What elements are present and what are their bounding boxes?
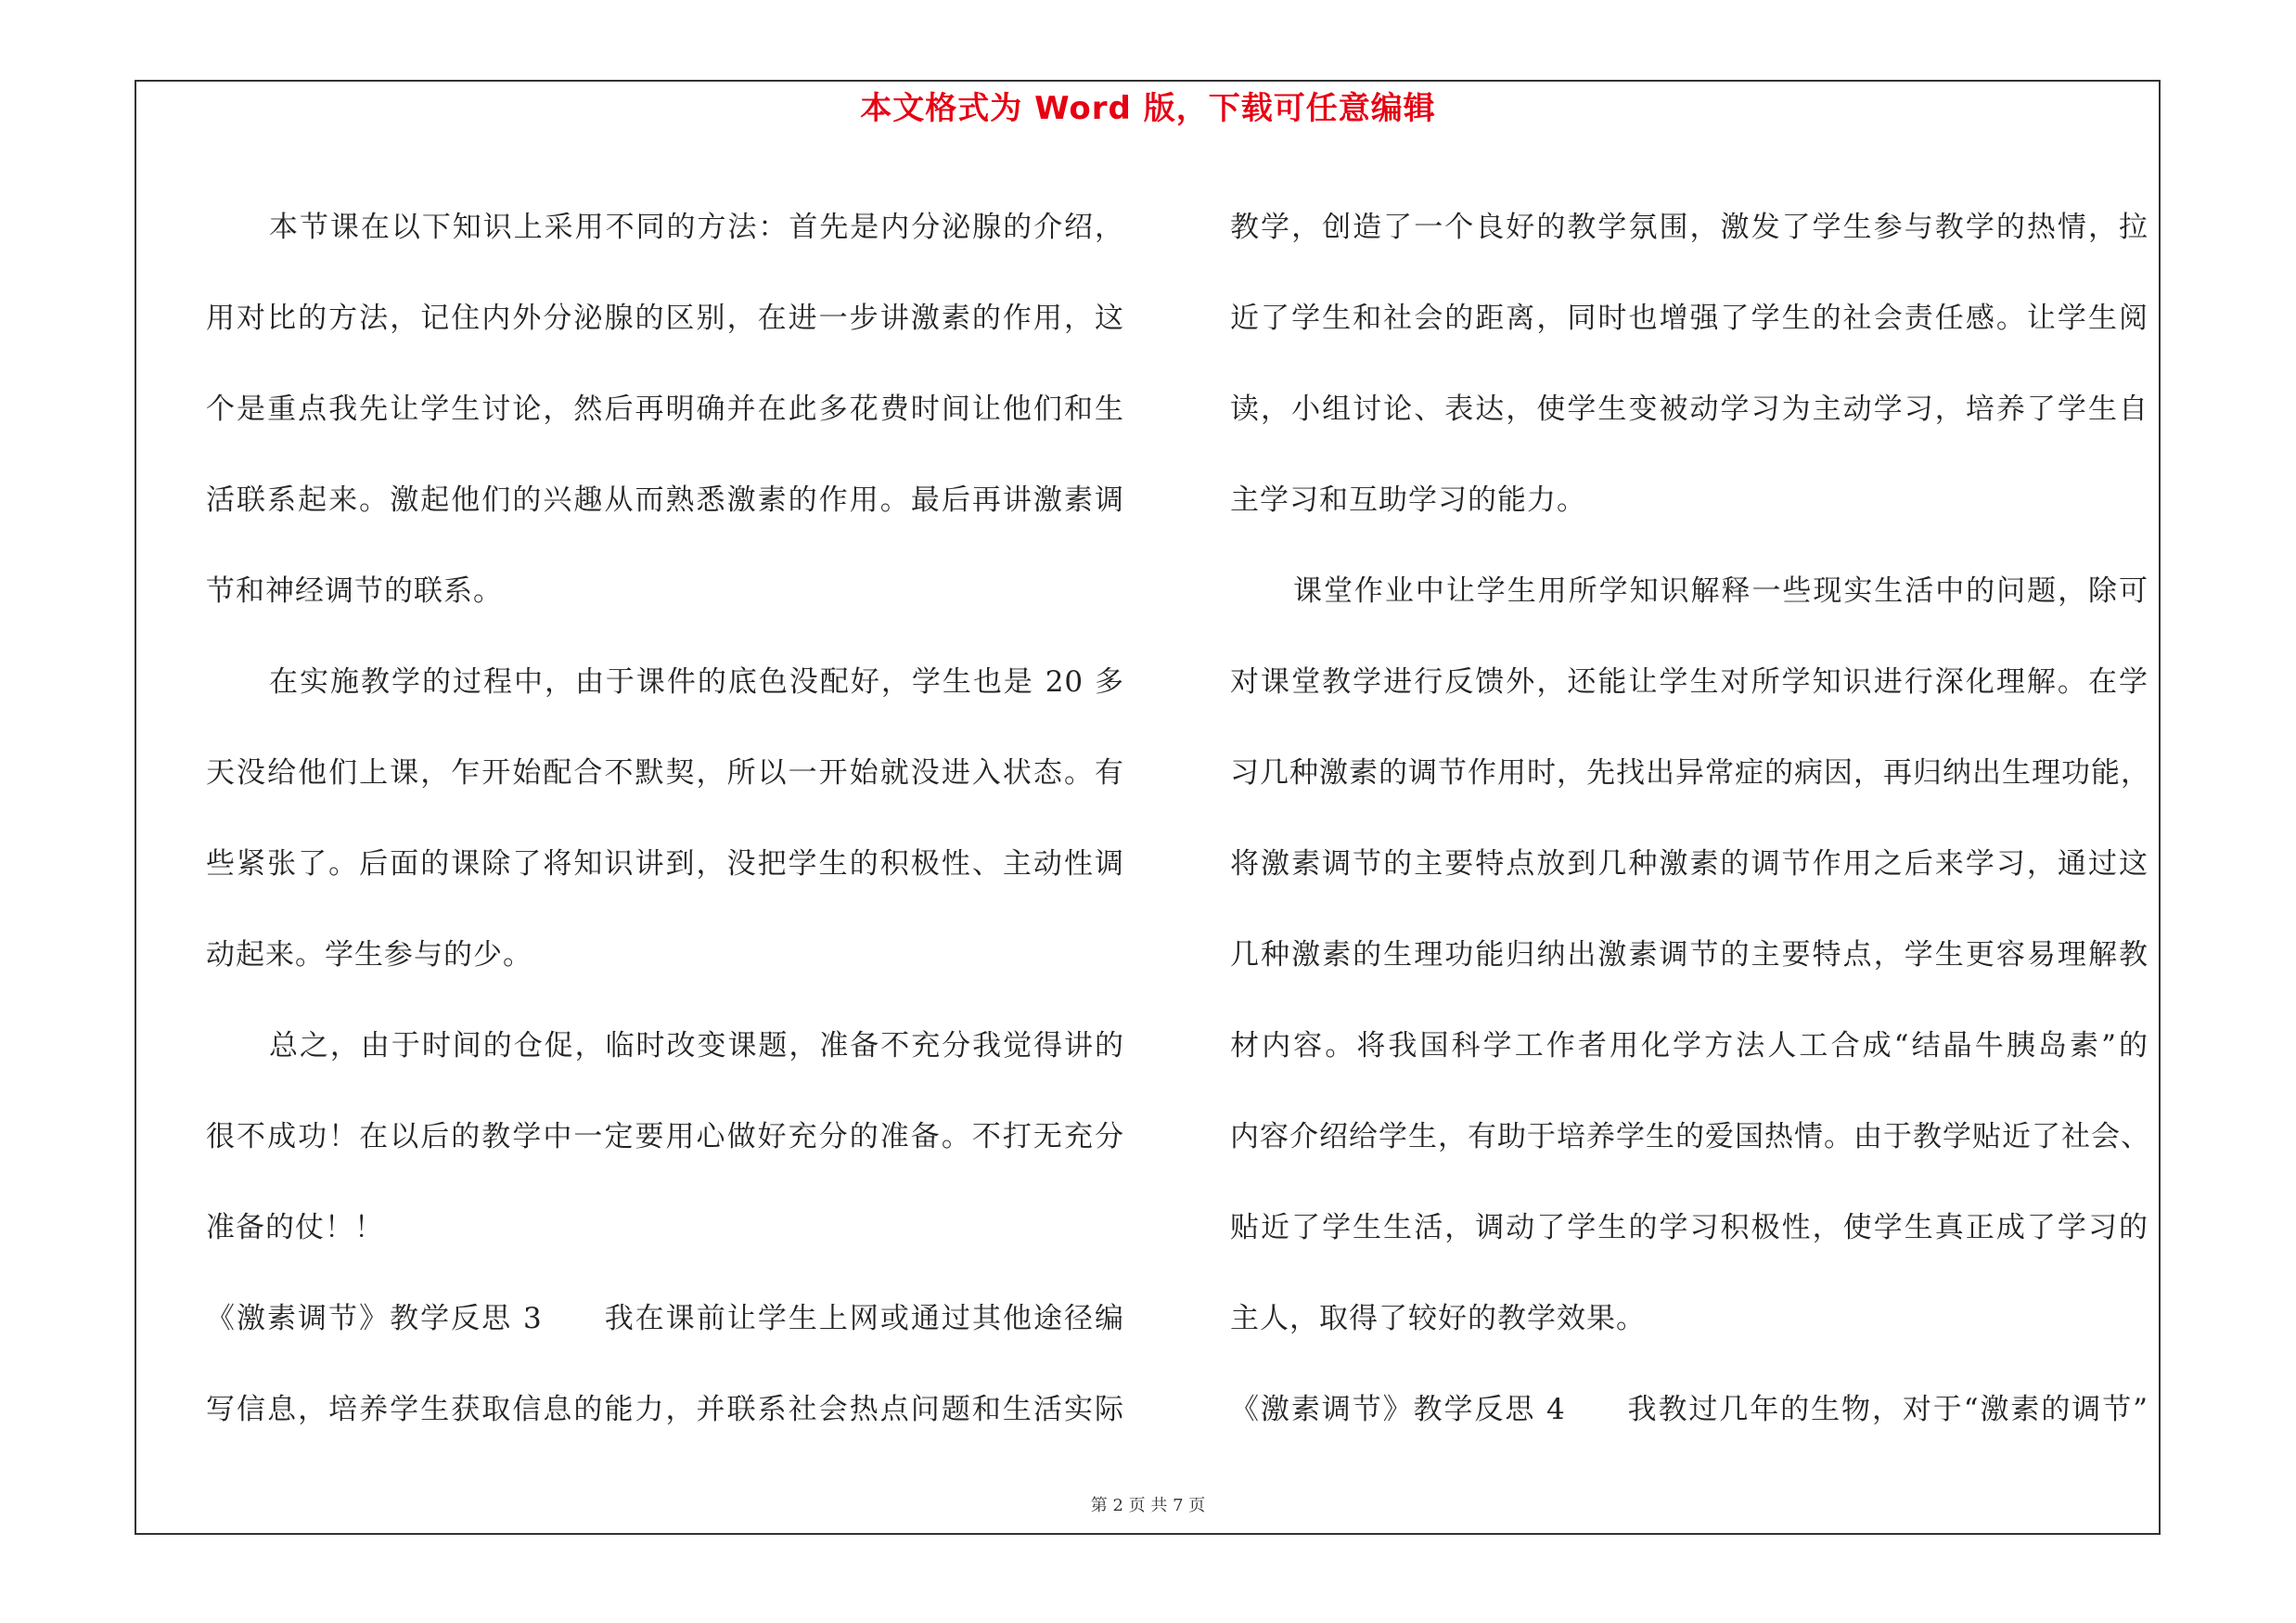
text-line: 本节课在以下知识上采用不同的方法：首先是内分泌腺的介绍，: [269, 211, 1124, 244]
text-line: 主学习和互助学习的能力。: [1230, 483, 1586, 517]
text-line: 节和神经调节的联系。: [206, 574, 503, 608]
text-line: 对课堂教学进行反馈外，还能让学生对所学知识进行深化理解。在学: [1230, 665, 2148, 699]
text-line: 教学，创造了一个良好的教学氛围，激发了学生参与教学的热情，拉: [1230, 211, 2148, 244]
text-line: 将激素调节的主要特点放到几种激素的调节作用之后来学习，通过这: [1230, 847, 2148, 881]
text-line: 近了学生和社会的距离，同时也增强了学生的社会责任感。让学生阅: [1230, 302, 2148, 335]
text-line: 动起来。学生参与的少。: [206, 938, 532, 972]
text-line: 总之，由于时间的仓促，临时改变课题，准备不充分我觉得讲的: [269, 1029, 1124, 1063]
text-line: 《激素调节》教学反思 4 我教过几年的生物，对于“激素的调节”: [1230, 1393, 2148, 1426]
right-text-column: [1230, 182, 2148, 1455]
text-line: 习几种激素的调节作用时，先找出异常症的病因，再归纳出生理功能，: [1230, 756, 2150, 790]
text-line: 在实施教学的过程中，由于课件的底色没配好，学生也是 20 多: [269, 665, 1124, 699]
text-line: 活联系起来。激起他们的兴趣从而熟悉激素的作用。最后再讲激素调: [206, 483, 1124, 517]
text-line: 内容介绍给学生，有助于培养学生的爱国热情。由于教学贴近了社会、: [1230, 1120, 2150, 1153]
text-line: 主人，取得了较好的教学效果。: [1230, 1302, 1646, 1335]
text-line: 课堂作业中让学生用所学知识解释一些现实生活中的问题，除可: [1293, 574, 2148, 608]
text-line: 读，小组讨论、表达，使学生变被动学习为主动学习，培养了学生自: [1230, 393, 2148, 426]
text-line: 《激素调节》教学反思 3 我在课前让学生上网或通过其他途径编: [206, 1302, 1124, 1335]
left-text-column: [206, 182, 1124, 1455]
page-number-footer: 第 2 页 共 7 页: [1090, 1496, 1206, 1515]
text-line: 准备的仗！！: [206, 1211, 384, 1244]
text-line: 材内容。将我国科学工作者用化学方法人工合成“结晶牛胰岛素”的: [1230, 1029, 2148, 1063]
text-line: 写信息，培养学生获取信息的能力，并联系社会热点问题和生活实际: [206, 1393, 1124, 1426]
text-line: 些紧张了。后面的课除了将知识讲到，没把学生的积极性、主动性调: [206, 847, 1124, 881]
text-line: 天没给他们上课，乍开始配合不默契，所以一开始就没进入状态。有: [206, 756, 1124, 790]
text-line: 用对比的方法，记住内外分泌腺的区别，在进一步讲激素的作用，这: [206, 302, 1124, 335]
text-line: 个是重点我先让学生讨论，然后再明确并在此多花费时间让他们和生: [206, 393, 1124, 426]
text-line: 贴近了学生生活，调动了学生的学习积极性，使学生真正成了学习的: [1230, 1211, 2148, 1244]
text-line: 几种激素的生理功能归纳出激素调节的主要特点，学生更容易理解教: [1230, 938, 2148, 972]
text-line: 很不成功！在以后的教学中一定要用心做好充分的准备。不打无充分: [206, 1120, 1124, 1153]
word-format-banner: 本文格式为 Word 版，下载可任意编辑: [860, 90, 1436, 127]
